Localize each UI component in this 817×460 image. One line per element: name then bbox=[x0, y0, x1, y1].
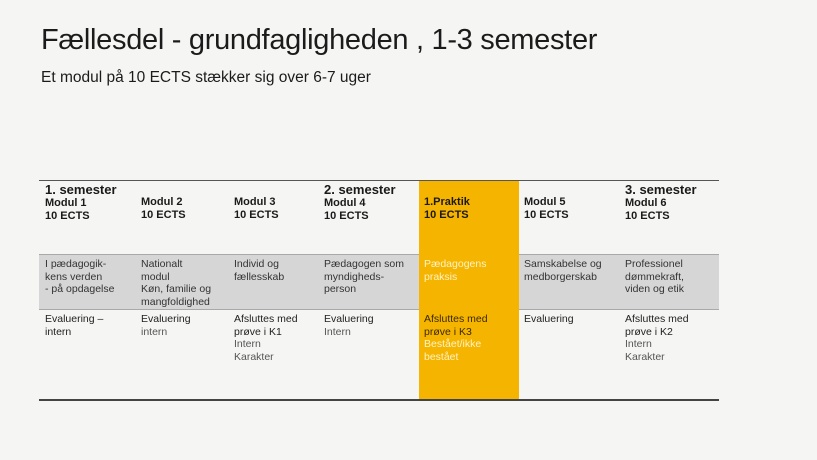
module-evaluation bbox=[625, 313, 689, 363]
description-line: fællesskab bbox=[234, 270, 285, 283]
description-line: Pædagogens bbox=[424, 258, 487, 270]
column-modul-4 bbox=[324, 180, 419, 401]
module-header-line: 1.Praktik bbox=[424, 196, 470, 208]
module-description bbox=[324, 258, 404, 296]
column-modul-6 bbox=[625, 180, 719, 401]
description-line: dømmekraft, bbox=[625, 270, 684, 283]
description-line: I pædagogik- bbox=[45, 258, 107, 270]
description-line: Nationalt bbox=[141, 258, 183, 270]
module-header-line: 10 ECTS bbox=[324, 210, 369, 222]
module-description bbox=[524, 258, 602, 283]
column-header bbox=[45, 182, 117, 223]
column-praktik-1 bbox=[424, 180, 519, 401]
evaluation-line: Afsluttes med bbox=[424, 313, 488, 325]
module-header-line: 10 ECTS bbox=[234, 209, 279, 221]
description-line: mangfoldighed bbox=[141, 295, 210, 308]
evaluation-detail: Intern bbox=[625, 338, 652, 350]
column-header bbox=[234, 196, 279, 222]
evaluation-detail: Intern bbox=[324, 325, 351, 338]
module-header-line: 10 ECTS bbox=[45, 210, 90, 222]
description-line: modul bbox=[141, 270, 170, 283]
module-table bbox=[39, 180, 719, 401]
evaluation-line: Evaluering bbox=[324, 313, 374, 325]
column-modul-2 bbox=[141, 180, 233, 401]
module-evaluation bbox=[324, 313, 374, 338]
description-line: myndigheds- bbox=[324, 270, 385, 283]
module-header-line: Modul 3 bbox=[234, 196, 276, 208]
description-line: person bbox=[324, 283, 357, 295]
description-line: praksis bbox=[424, 270, 458, 283]
description-line: Individ og bbox=[234, 258, 279, 270]
evaluation-detail: bestået bbox=[424, 350, 459, 363]
evaluation-line: intern bbox=[45, 325, 72, 338]
module-header-line: 10 ECTS bbox=[141, 209, 186, 221]
column-modul-1 bbox=[45, 180, 140, 401]
evaluation-detail: Karakter bbox=[234, 350, 274, 363]
module-evaluation bbox=[234, 313, 298, 363]
module-header-line: Modul 6 bbox=[625, 197, 667, 209]
evaluation-line: Evaluering – bbox=[45, 313, 104, 325]
description-line: viden og etik bbox=[625, 283, 684, 295]
slide-title: Fællesdel - grundfagligheden , 1-3 semester bbox=[41, 24, 598, 56]
evaluation-line: Evaluering bbox=[141, 313, 191, 325]
column-modul-5 bbox=[524, 180, 624, 401]
semester-label: 1. semester bbox=[45, 182, 117, 197]
column-header bbox=[324, 182, 396, 223]
column-header bbox=[625, 182, 697, 223]
evaluation-line: Afsluttes med bbox=[234, 313, 298, 325]
module-description bbox=[141, 258, 211, 308]
description-line: - på opdagelse bbox=[45, 283, 115, 295]
module-description bbox=[45, 258, 114, 296]
module-header-line: Modul 1 bbox=[45, 197, 87, 209]
module-description bbox=[234, 258, 284, 283]
column-header bbox=[141, 196, 186, 222]
description-line: kens verden bbox=[45, 270, 103, 283]
column-modul-3 bbox=[234, 180, 324, 401]
module-header-line: Modul 2 bbox=[141, 196, 183, 208]
column-header bbox=[524, 196, 569, 222]
module-header-line: 10 ECTS bbox=[424, 209, 469, 221]
module-header-line: Modul 5 bbox=[524, 196, 566, 208]
description-line: medborgerskab bbox=[524, 270, 597, 283]
column-header bbox=[424, 196, 470, 222]
module-evaluation bbox=[141, 313, 191, 338]
evaluation-detail: Intern bbox=[234, 338, 261, 350]
evaluation-line: prøve i K2 bbox=[625, 325, 673, 338]
description-line: Samskabelse og bbox=[524, 258, 602, 270]
evaluation-detail: intern bbox=[141, 325, 168, 338]
module-header-line: 10 ECTS bbox=[625, 210, 670, 222]
module-header-line: Modul 4 bbox=[324, 197, 366, 209]
slide-subtitle: Et modul på 10 ECTS stækker sig over 6-7 uger bbox=[41, 69, 371, 86]
semester-label: 2. semester bbox=[324, 182, 396, 197]
module-header-line: 10 ECTS bbox=[524, 209, 569, 221]
evaluation-line: prøve i K1 bbox=[234, 325, 282, 338]
description-line: Professionel bbox=[625, 258, 683, 270]
evaluation-detail: Karakter bbox=[625, 350, 665, 363]
module-description bbox=[625, 258, 684, 296]
evaluation-line: Afsluttes med bbox=[625, 313, 689, 325]
description-line: Køn, familie og bbox=[141, 283, 212, 295]
module-evaluation bbox=[45, 313, 103, 338]
evaluation-line: Evaluering bbox=[524, 313, 574, 325]
semester-label: 3. semester bbox=[625, 182, 697, 197]
module-description bbox=[424, 258, 486, 283]
description-line: Pædagogen som bbox=[324, 258, 404, 270]
module-evaluation bbox=[524, 313, 574, 326]
module-evaluation bbox=[424, 313, 488, 363]
evaluation-detail: Bestået/ikke bbox=[424, 338, 482, 350]
evaluation-line: prøve i K3 bbox=[424, 325, 472, 338]
